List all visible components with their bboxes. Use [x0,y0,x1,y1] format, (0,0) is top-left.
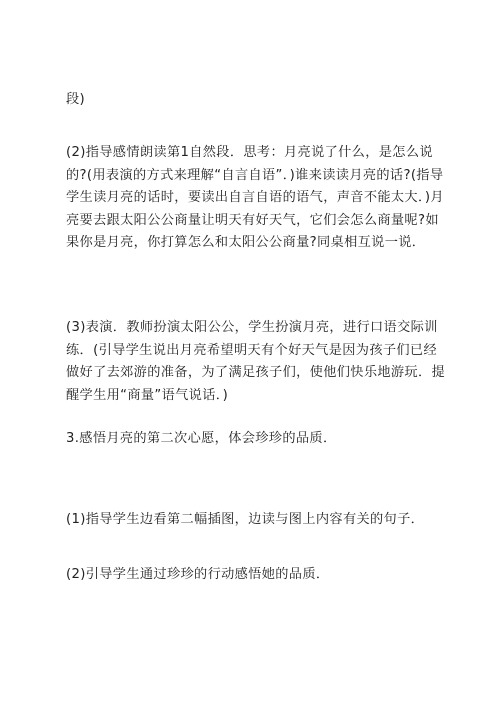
paragraph-substep-2: (2)引导学生通过珍珍的行动感悟她的品质． [66,567,330,582]
paragraph-step-2-reading: (2)指导感情朗读第1自然段．思考：月亮说了什么，是怎么说的?(用表演的方式来理解“自言自语”．)谁来读读月亮的话?(指导学生读月亮的话时，要读出自言自语的语气，声音不能太大．)月亮要去跟太阳公公商量让明天有好天气，它们会怎么商量呢?如果你是月亮，你打算怎么和太阳公公商量?同桌相互说一说． [66,145,444,250]
section-heading-3: 3.感悟月亮的第二次心愿，体会珍珍的品质． [66,431,337,446]
paragraph-continued-tail: 段) [66,92,86,107]
paragraph-step-3-performance: (3)表演．教师扮演太阳公公，学生扮演月亮，进行口语交际训练．(引导学生说出月亮希望明天有个好天气是因为孩子们已经做好了去郊游的准备，为了满足孩子们，使他们快乐地游玩．提醒学生用“商量”语气说话．) [66,320,446,403]
paragraph-substep-1: (1)指导学生边看第二幅插图，边读与图上内容有关的句子． [66,512,425,527]
